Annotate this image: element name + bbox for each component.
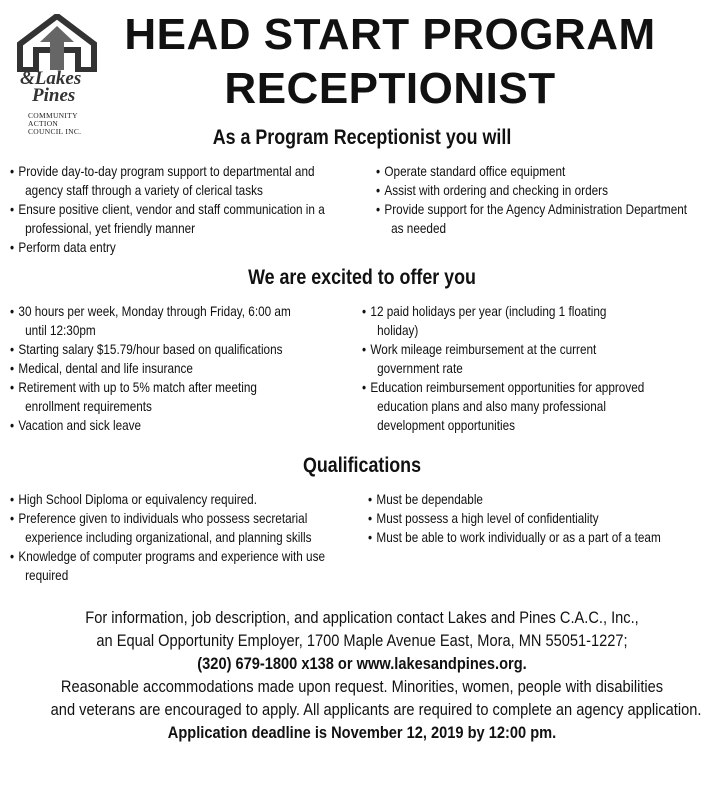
benefits-left bbox=[10, 302, 355, 435]
list-item: • Education reimbursement opportunities for approved bbox=[362, 378, 656, 397]
list-item: • Retirement with up to 5% match after meeting bbox=[10, 378, 300, 397]
list-item: agency staff through a variety of clerical tasks bbox=[25, 182, 263, 198]
benefits-right bbox=[362, 302, 712, 435]
list-item: holiday) bbox=[377, 322, 419, 338]
logo-subtitle: COMMUNITY ACTION COUNCIL INC. bbox=[28, 111, 82, 136]
list-item: development opportunities bbox=[377, 417, 516, 433]
list-item: enrollment requirements bbox=[25, 398, 152, 414]
qualifications-right bbox=[368, 490, 713, 547]
list-item: • Operate standard office equipment bbox=[376, 162, 662, 181]
list-item: • Preference given to individuals who possess secretarial bbox=[10, 509, 300, 528]
list-item: • Work mileage reimbursement at the current bbox=[362, 340, 656, 359]
list-item: experience including organizational, and planning skills bbox=[25, 529, 312, 545]
responsibilities-left bbox=[10, 162, 355, 257]
application-deadline: Application deadline is November 12, 2019 by 12:00 pm. bbox=[167, 723, 557, 742]
list-item: government rate bbox=[377, 360, 463, 376]
list-item: education plans and also many professional bbox=[377, 398, 606, 414]
list-item: until 12:30pm bbox=[25, 322, 96, 338]
list-item: • Knowledge of computer programs and experience with use bbox=[10, 547, 300, 566]
list-item: • 30 hours per week, Monday through Friday, 6:00 am bbox=[10, 302, 300, 321]
responsibilities-right bbox=[376, 162, 716, 238]
list-item: • Provide support for the Agency Administration Department bbox=[376, 200, 662, 219]
list-item: • Ensure positive client, vendor and staff communication in a bbox=[10, 200, 300, 219]
list-item: • Provide day-to-day program support to departmental and bbox=[10, 162, 300, 181]
list-item: • Starting salary $15.79/hour based on qualifications bbox=[10, 340, 300, 359]
list-item: professional, yet friendly manner bbox=[25, 220, 196, 236]
list-item: • Assist with ordering and checking in orders bbox=[376, 181, 662, 200]
title-line-2: RECEPTIONIST bbox=[224, 64, 556, 113]
contact-info bbox=[0, 606, 724, 744]
list-item: • Medical, dental and life insurance bbox=[10, 359, 300, 378]
list-item: • High School Diploma or equivalency required. bbox=[10, 490, 300, 509]
title-line-1: HEAD START PROGRAM bbox=[124, 10, 656, 59]
qualifications-left bbox=[10, 490, 355, 585]
list-item: • Must be dependable bbox=[368, 490, 658, 509]
contact-line: an Equal Opportunity Employer, 1700 Maple Avenue East, Mora, MN 55051-1227; bbox=[96, 631, 628, 650]
list-item: • Must possess a high level of confidentiality bbox=[368, 509, 658, 528]
list-item: required bbox=[25, 567, 69, 583]
list-item: • Must be able to work individually or as a part of a team bbox=[368, 528, 658, 547]
contact-phone-website: (320) 679-1800 x138 or www.lakesandpines.org. bbox=[197, 654, 527, 673]
contact-line: and veterans are encouraged to apply. All applicants are required to complete an agency application. bbox=[50, 700, 702, 719]
section-benefits-heading: We are excited to offer you bbox=[248, 266, 476, 289]
house-arrow-icon bbox=[12, 14, 102, 72]
contact-line: For information, job description, and application contact Lakes and Pines C.A.C., Inc., bbox=[85, 608, 639, 627]
list-item: as needed bbox=[391, 220, 447, 236]
logo-wordmark: &Lakes Pines bbox=[20, 68, 82, 106]
list-item: • Vacation and sick leave bbox=[10, 416, 300, 435]
lakes-pines-logo bbox=[12, 14, 102, 144]
list-item: • Perform data entry bbox=[10, 238, 300, 257]
list-item: • 12 paid holidays per year (including 1 floating bbox=[362, 302, 656, 321]
section-responsibilities-heading: As a Program Receptionist you will bbox=[212, 126, 512, 149]
contact-line: Reasonable accommodations made upon request. Minorities, women, people with disabilities bbox=[60, 677, 664, 696]
section-qualifications-heading: Qualifications bbox=[302, 454, 422, 477]
